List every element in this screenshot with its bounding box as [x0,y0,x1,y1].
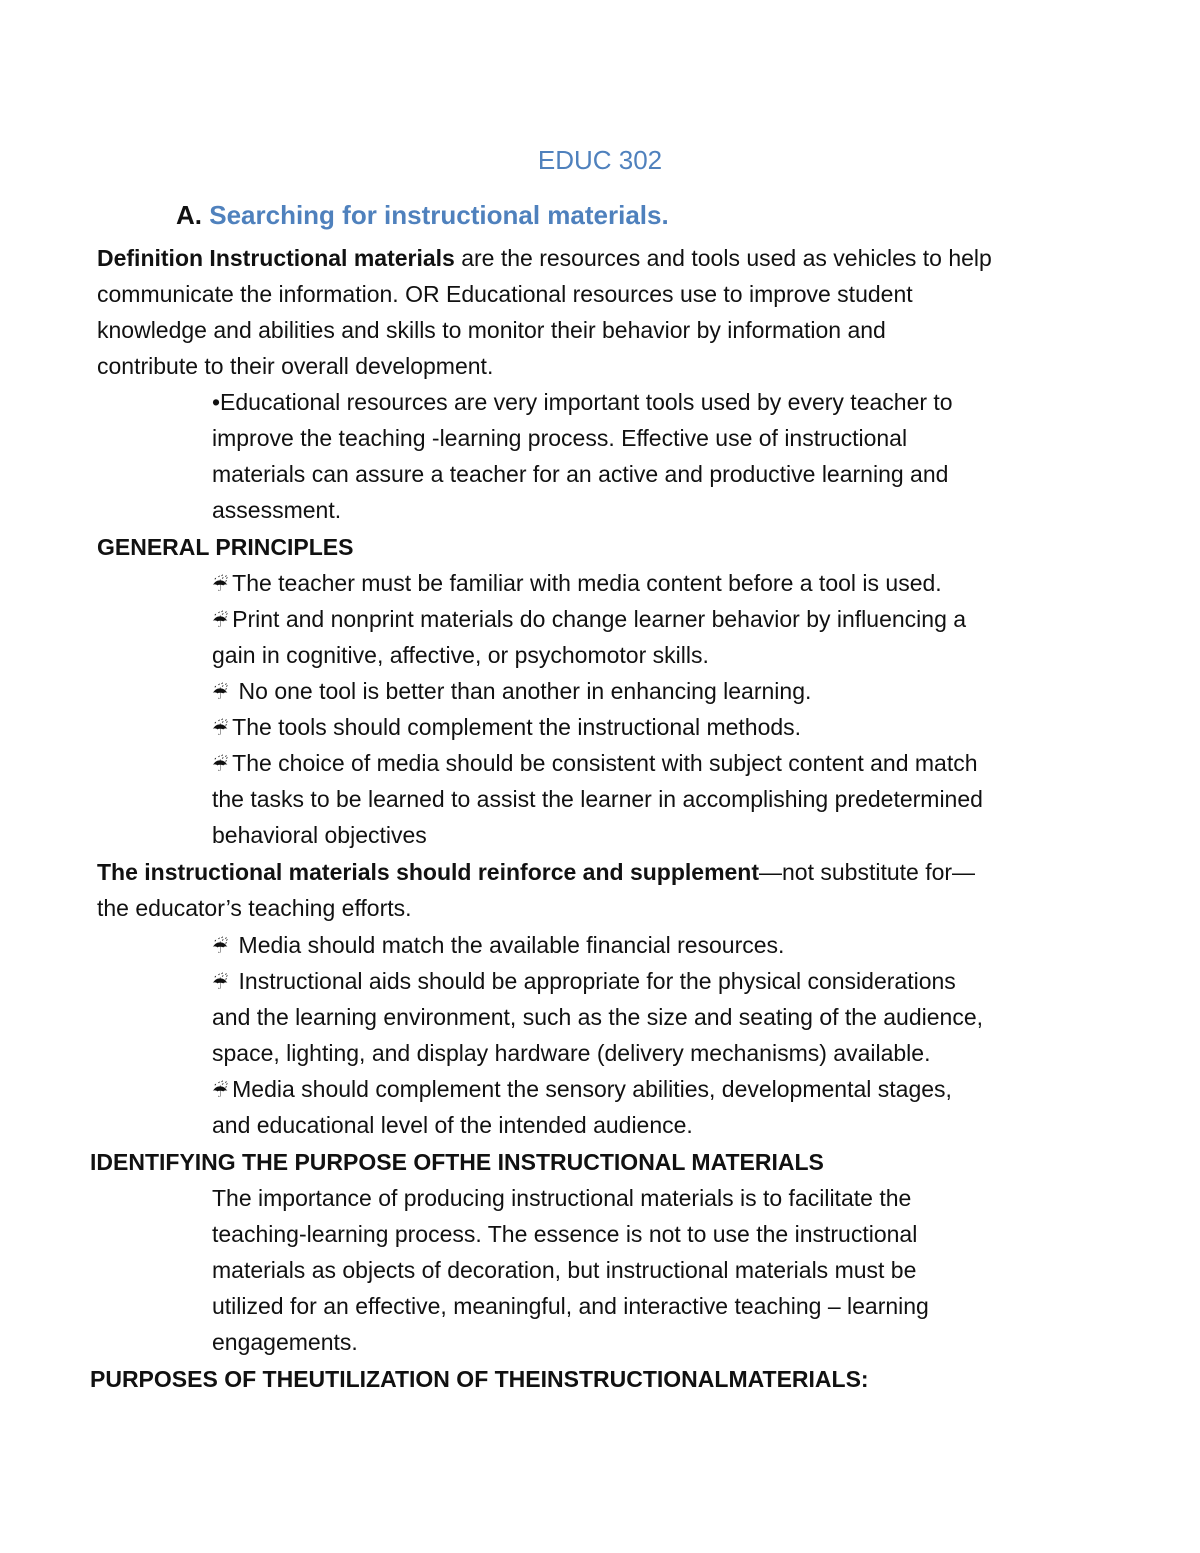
principle-5-line-2: the tasks to be learned to assist the learner in accomplishing predetermined [212,786,983,812]
more-principle-3-text: Media should complement the sensory abilities, developmental stages, [232,1076,952,1102]
definition-label: Definition Instructional materials [97,245,455,271]
reinforce-rest: —not substitute for— [759,859,976,885]
principle-5-line-1 [212,745,978,784]
bullet-para-line-3: materials can assure a teacher for an active and productive learning and [212,461,949,487]
reinforce-line-2: the educator’s teaching efforts. [97,895,412,921]
identifying-line-2: teaching-learning process. The essence is not to use the instructional [212,1221,918,1247]
more-principle-3-line-1 [212,1071,952,1110]
definition-line-1 [97,240,992,276]
purposes-heading: PURPOSES OF THEUTILIZATION OF THEINSTRUCTIONALMATERIALS: [90,1366,869,1392]
definition-line-3: knowledge and abilities and skills to monitor their behavior by information and [97,317,886,343]
more-principle-2-text: Instructional aids should be appropriate for the physical considerations [232,968,956,994]
principle-5-line-3: behavioral objectives [212,822,427,848]
identifying-line-5: engagements. [212,1329,358,1355]
umbrella-icon: ☔ [212,719,229,740]
document-title: EDUC 302 [537,145,663,175]
section-a-heading [176,200,669,231]
definition-line-2: communicate the information. OR Educational resources use to improve student [97,281,913,307]
bullet-para-line-2: improve the teaching -learning process. Effective use of instructional [212,425,908,451]
section-title: Searching for instructional materials. [209,200,669,230]
principle-1-text: The teacher must be familiar with media content before a tool is used. [232,570,942,596]
principle-2-line-1 [212,601,966,640]
general-principles-heading: GENERAL PRINCIPLES [97,534,354,560]
definition-line-1-text: are the resources and tools used as vehicles to help [454,245,992,271]
more-principle-3-line-2: and educational level of the intended audience. [212,1112,693,1138]
identifying-line-4: utilized for an effective, meaningful, and interactive teaching – learning [212,1293,929,1319]
more-principle-2-line-2: and the learning environment, such as the size and seating of the audience, [212,1004,984,1030]
reinforce-bold: The instructional materials should reinforce and supplement [97,859,760,885]
principle-2-line-2: gain in cognitive, affective, or psychomotor skills. [212,642,709,668]
umbrella-icon: ☔ [212,575,229,596]
principle-4-text: The tools should complement the instructional methods. [232,714,802,740]
principle-3 [212,673,811,712]
umbrella-icon: ☔ [212,937,229,958]
reinforce-line-1 [97,854,975,890]
identifying-heading: IDENTIFYING THE PURPOSE OFTHE INSTRUCTIONAL MATERIALS [90,1149,824,1175]
umbrella-icon: ☔ [212,1081,229,1102]
principle-4 [212,709,801,748]
umbrella-icon: ☔ [212,683,229,704]
umbrella-icon: ☔ [212,611,229,632]
principle-3-text: No one tool is better than another in enhancing learning. [232,678,812,704]
principle-1 [212,565,942,604]
identifying-line-3: materials as objects of decoration, but instructional materials must be [212,1257,917,1283]
umbrella-icon: ☔ [212,755,229,776]
section-letter: A. [176,200,202,230]
definition-line-4: contribute to their overall development. [97,353,494,379]
more-principle-2-line-1 [212,963,956,1002]
more-principle-1 [212,927,784,966]
umbrella-icon: ☔ [212,973,229,994]
principle-2-text: Print and nonprint materials do change learner behavior by influencing a [232,606,967,632]
principle-5-text: The choice of media should be consistent with subject content and match [232,750,978,776]
more-principle-1-text: Media should match the available financial resources. [232,932,785,958]
more-principle-2-line-3: space, lighting, and display hardware (delivery mechanisms) available. [212,1040,931,1066]
identifying-line-1: The importance of producing instructional materials is to facilitate the [212,1185,912,1211]
bullet-para-line-4: assessment. [212,497,342,523]
bullet-para-line-1: •Educational resources are very important tools used by every teacher to [212,389,953,415]
